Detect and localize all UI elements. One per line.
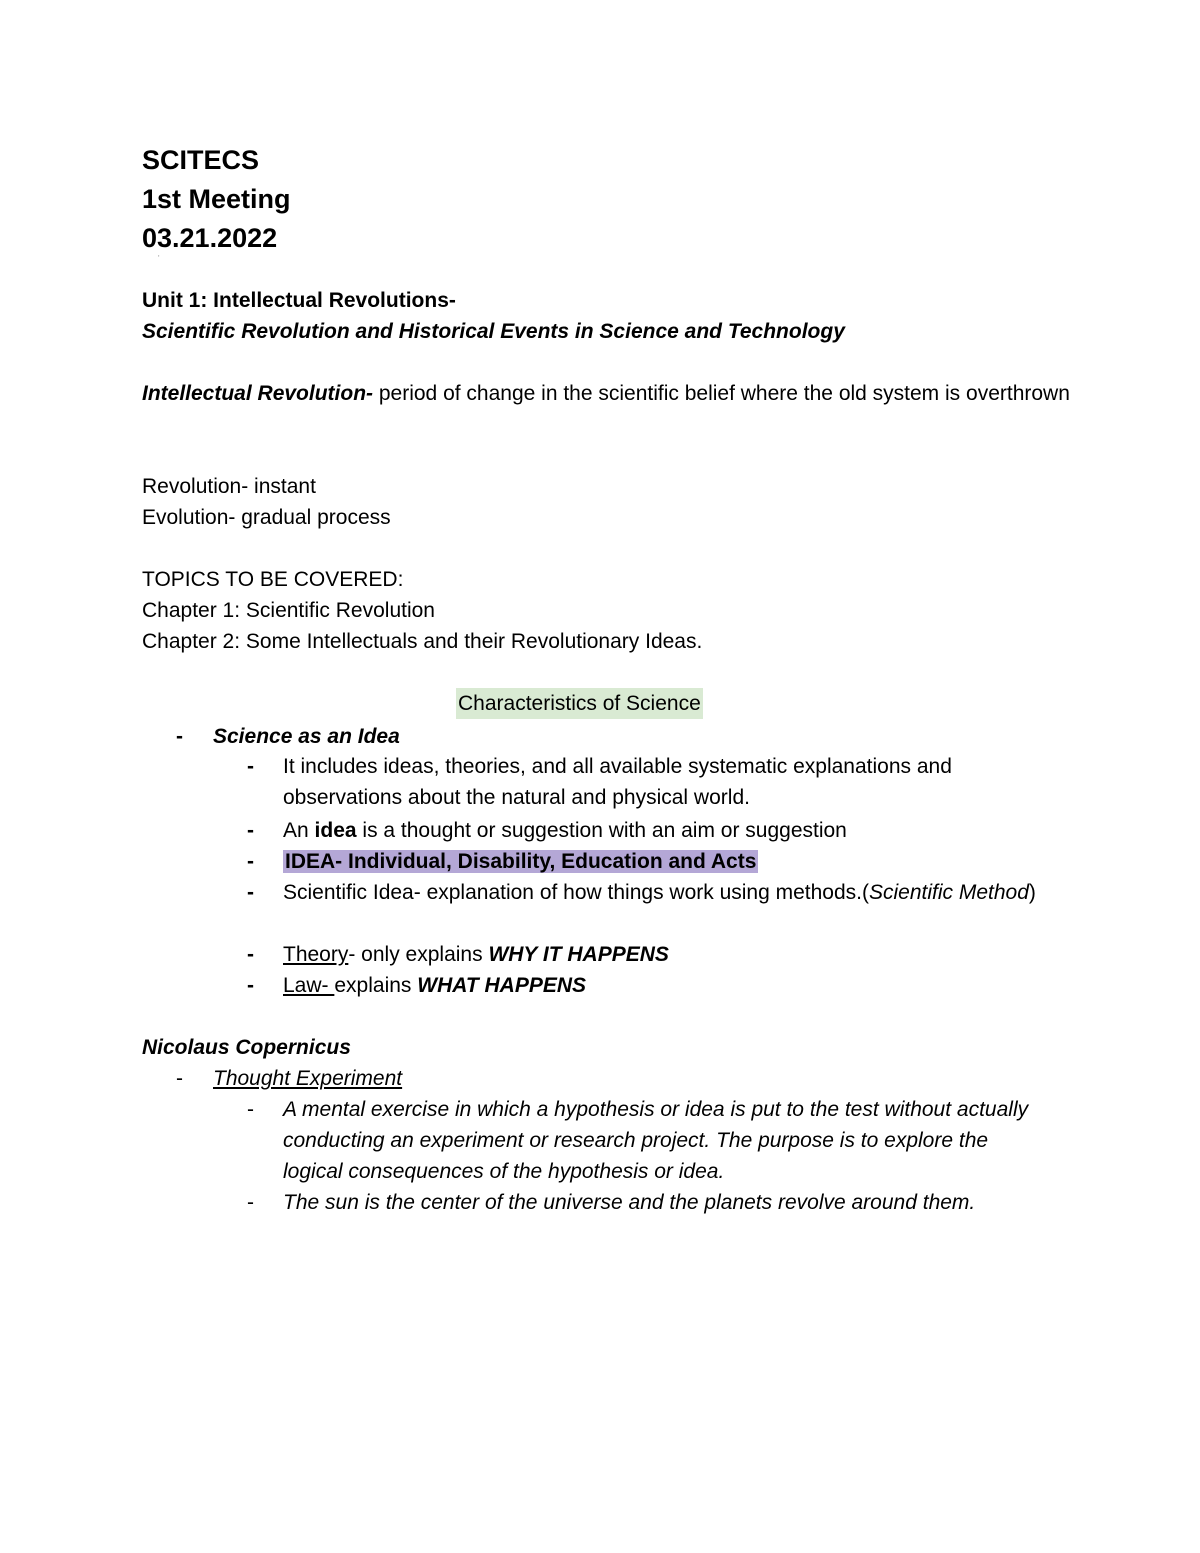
includes-item: It includes ideas, theories, and all available systematic explanations and observations about the natural and physical world. [283, 755, 952, 809]
unit-title: Unit 1: Intellectual Revolutions- [142, 289, 456, 312]
characteristics-heading: Characteristics of Science [456, 688, 703, 719]
idea-definition-item [283, 815, 1053, 846]
theory-mid: - only explains [348, 943, 489, 966]
scientific-idea-item [283, 877, 1053, 908]
topics-heading: TOPICS TO BE COVERED: [142, 568, 404, 591]
idea-acronym: IDEA- Individual, Disability, Education and Acts [285, 850, 757, 873]
bullet-dash: - [176, 725, 183, 748]
thought-experiment-description: A mental exercise in which a hypothesis or idea is put to the test without actually conducting an experiment or research project. The purpose is to explore the logical consequences of the hypothesis or idea. [283, 1098, 1029, 1183]
sci-idea-post: ) [1028, 881, 1036, 904]
doc-title: SCITECS [142, 145, 260, 175]
thought-experiment-title: Thought Experiment [213, 1067, 403, 1090]
stray-mark: ' [158, 254, 160, 263]
unit-subtitle: Scientific Revolution and Historical Events in Science and Technology [142, 320, 845, 343]
idea-pre: An [283, 819, 315, 842]
bullet-dash: - [247, 1191, 254, 1214]
definition-term: Intellectual Revolution- [142, 382, 374, 405]
title-block [142, 141, 291, 258]
definition-text: period of change in the scientific belief where the old system is overthrown [373, 382, 1070, 405]
chapter-2: Chapter 2: Some Intellectuals and their Revolutionary Ideas. [142, 630, 703, 653]
theory-item [283, 939, 1053, 970]
science-as-idea-title: Science as an Idea [213, 725, 400, 748]
evolution-line: Evolution- gradual process [142, 506, 391, 529]
bullet-dash: - [176, 1067, 183, 1090]
bullet-dash: - [247, 819, 254, 842]
bullet-dash: - [247, 881, 254, 904]
law-emphasis: WHAT HAPPENS [417, 974, 587, 997]
heliocentric-statement: The sun is the center of the universe and the planets revolve around them. [283, 1191, 976, 1214]
bullet-dash: - [247, 1098, 254, 1121]
bullet-dash: - [247, 943, 254, 966]
meeting-label: 1st Meeting [142, 184, 291, 214]
theory-emphasis: WHY IT HAPPENS [488, 943, 669, 966]
sci-idea-italic: Scientific Method [868, 881, 1029, 904]
chapter-1: Chapter 1: Scientific Revolution [142, 599, 435, 622]
theory-label: Theory [283, 943, 349, 966]
bullet-dash: - [247, 755, 254, 778]
idea-post: is a thought or suggestion with an aim or suggestion [356, 819, 847, 842]
meeting-date: 03.21.2022 [142, 223, 278, 253]
sci-idea-pre: Scientific Idea- explanation of how things work using methods.( [283, 881, 869, 904]
definition-paragraph [142, 378, 1072, 409]
copernicus-heading: Nicolaus Copernicus [142, 1036, 351, 1059]
revolution-line: Revolution- instant [142, 475, 316, 498]
law-mid: explains [334, 974, 418, 997]
idea-acronym-item [283, 846, 1053, 877]
bullet-dash: - [247, 974, 254, 997]
bullet-dash: - [247, 850, 254, 873]
idea-bold: idea [314, 819, 357, 842]
law-label: Law- [283, 974, 335, 997]
law-item [283, 970, 1053, 1001]
